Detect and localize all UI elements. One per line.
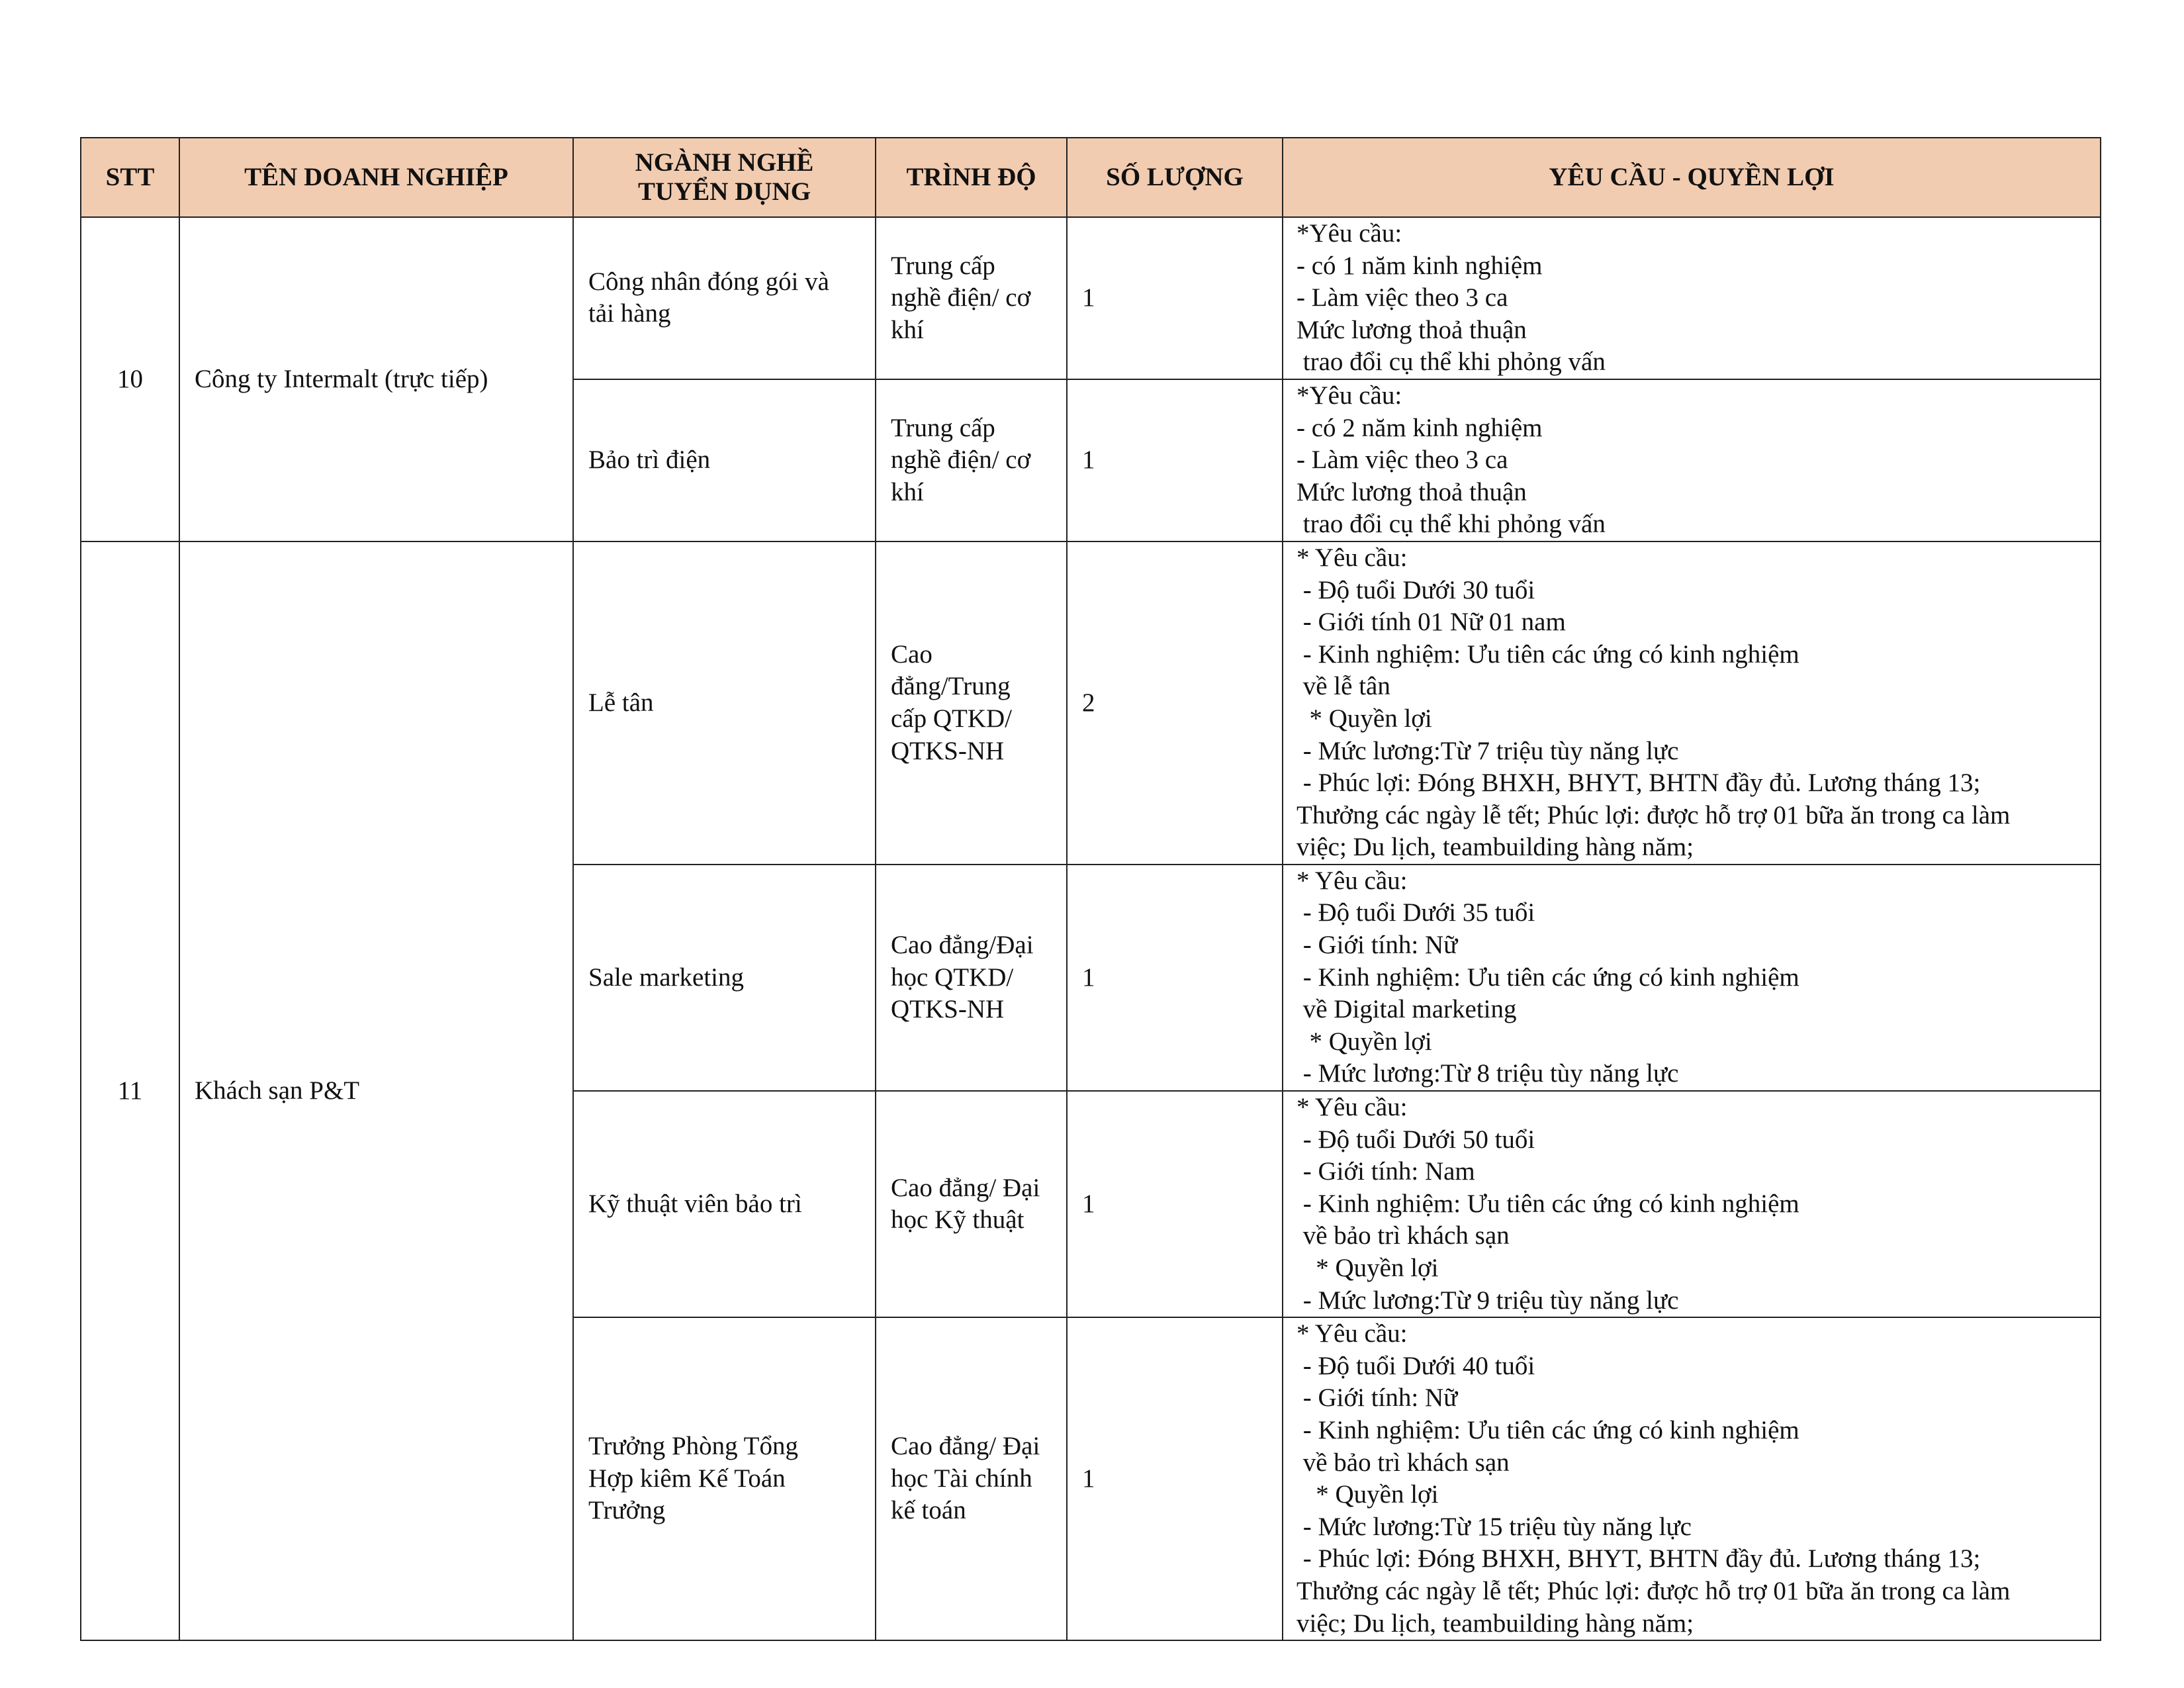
req-line: - Mức lương:Từ 15 triệu tùy năng lực <box>1297 1512 1692 1541</box>
job-cell: Sale marketing <box>573 865 876 1091</box>
req-line: * Quyền lợi <box>1297 704 1432 733</box>
req-line: - Làm việc theo 3 ca <box>1297 445 1508 475</box>
header-qty: SỐ LƯỢNG <box>1067 138 1283 217</box>
req-line: - có 2 năm kinh nghiệm <box>1297 413 1543 442</box>
req-line: * Quyền lợi <box>1297 1027 1432 1056</box>
qty-cell: 1 <box>1067 865 1283 1091</box>
req-line: - Phúc lợi: Đóng BHXH, BHYT, BHTN đầy đủ. Lương tháng 13; <box>1297 1544 1981 1573</box>
req-line: về Digital marketing <box>1297 995 1517 1024</box>
header-req: YÊU CẦU - QUYỀN LỢI <box>1283 138 2101 217</box>
req-line: - Giới tính 01 Nữ 01 nam <box>1297 608 1566 637</box>
req-line: * Quyền lợi <box>1297 1254 1439 1282</box>
header-stt: STT <box>81 138 179 217</box>
req-line: *Yêu cầu: <box>1297 219 1402 248</box>
document-page <box>80 137 2101 1641</box>
company-cell: Công ty Intermalt (trực tiếp) <box>179 217 573 541</box>
level-cell: Cao đẳng/Đại học QTKD/ QTKS-NH <box>876 865 1067 1091</box>
req-line: việc; Du lịch, teambuilding hàng năm; <box>1297 833 1694 862</box>
header-row <box>81 138 2101 217</box>
req-line: Mức lương thoả thuận <box>1297 315 1527 344</box>
req-line: - có 1 năm kinh nghiệm <box>1297 251 1543 280</box>
req-line: - Kinh nghiệm: Ưu tiên các ứng có kinh nghiệm <box>1297 639 1799 669</box>
req-line: - Làm việc theo 3 ca <box>1297 283 1508 312</box>
req-line: - Mức lương:Từ 8 triệu tùy năng lực <box>1297 1059 1679 1088</box>
req-line: - Độ tuổi Dưới 30 tuổi <box>1297 575 1535 604</box>
req-line: về lễ tân <box>1297 672 1390 701</box>
header-company: TÊN DOANH NGHIỆP <box>179 138 573 217</box>
job-cell: Kỹ thuật viên bảo trì <box>573 1091 876 1317</box>
req-line: - Độ tuổi Dưới 50 tuổi <box>1297 1125 1535 1154</box>
qty-cell: 1 <box>1067 379 1283 541</box>
level-cell: Trung cấp nghề điện/ cơ khí <box>876 217 1067 379</box>
req-line: - Kinh nghiệm: Ưu tiên các ứng có kinh nghiệm <box>1297 1189 1799 1218</box>
job-cell: Công nhân đóng gói và tải hàng <box>573 217 876 379</box>
req-line: - Giới tính: Nữ <box>1297 931 1458 960</box>
req-line: - Mức lương:Từ 7 triệu tùy năng lực <box>1297 736 1679 765</box>
stt-cell: 11 <box>81 541 179 1640</box>
req-line: - Giới tính: Nam <box>1297 1157 1475 1186</box>
req-line: trao đổi cụ thể khi phỏng vấn <box>1297 510 1606 539</box>
table-row <box>81 217 2101 379</box>
req-line: - Phúc lợi: Đóng BHXH, BHYT, BHTN đầy đủ. Lương tháng 13; <box>1297 769 1981 798</box>
requirements-cell <box>1283 1317 2101 1640</box>
qty-cell: 1 <box>1067 217 1283 379</box>
req-line: * Yêu cầu: <box>1297 1093 1408 1122</box>
requirements-cell <box>1283 865 2101 1091</box>
req-line: * Yêu cầu: <box>1297 866 1408 895</box>
req-line: về bảo trì khách sạn <box>1297 1448 1510 1477</box>
level-cell: Trung cấp nghề điện/ cơ khí <box>876 379 1067 541</box>
req-line: - Kinh nghiệm: Ưu tiên các ứng có kinh nghiệm <box>1297 962 1799 992</box>
table-row <box>81 541 2101 865</box>
requirements-cell <box>1283 217 2101 379</box>
qty-cell: 1 <box>1067 1317 1283 1640</box>
job-cell: Bảo trì điện <box>573 379 876 541</box>
requirements-cell <box>1283 541 2101 865</box>
requirements-cell <box>1283 379 2101 541</box>
req-line: trao đổi cụ thể khi phỏng vấn <box>1297 348 1606 377</box>
level-cell: Cao đẳng/ Đại học Tài chính kế toán <box>876 1317 1067 1640</box>
req-line: - Mức lương:Từ 9 triệu tùy năng lực <box>1297 1286 1679 1315</box>
requirements-cell <box>1283 1091 2101 1317</box>
req-line: * Yêu cầu: <box>1297 1319 1408 1348</box>
header-job: NGÀNH NGHỀ TUYỂN DỤNG <box>573 138 876 217</box>
qty-cell: 1 <box>1067 1091 1283 1317</box>
req-line: * Yêu cầu: <box>1297 543 1408 572</box>
company-cell: Khách sạn P&T <box>179 541 573 1640</box>
stt-cell: 10 <box>81 217 179 541</box>
level-cell: Cao đẳng/ Đại học Kỹ thuật <box>876 1091 1067 1317</box>
req-line: - Độ tuổi Dưới 35 tuổi <box>1297 898 1535 927</box>
header-level: TRÌNH ĐỘ <box>876 138 1067 217</box>
req-line: Thưởng các ngày lễ tết; Phúc lợi: được hỗ trợ 01 bữa ăn trong ca làm <box>1297 800 2011 829</box>
req-line: * Quyền lợi <box>1297 1480 1439 1509</box>
req-line: *Yêu cầu: <box>1297 381 1402 410</box>
req-line: Thưởng các ngày lễ tết; Phúc lợi: được hỗ trợ 01 bữa ăn trong ca làm <box>1297 1576 2011 1605</box>
job-cell: Lễ tân <box>573 541 876 865</box>
qty-cell: 2 <box>1067 541 1283 865</box>
req-line: - Kinh nghiệm: Ưu tiên các ứng có kinh nghiệm <box>1297 1415 1799 1444</box>
req-line: về bảo trì khách sạn <box>1297 1221 1510 1250</box>
req-line: - Độ tuổi Dưới 40 tuổi <box>1297 1351 1535 1380</box>
req-line: - Giới tính: Nữ <box>1297 1383 1458 1413</box>
req-line: việc; Du lịch, teambuilding hàng năm; <box>1297 1609 1694 1638</box>
job-cell: Trưởng Phòng Tổng Hợp kiêm Kế Toán Trưởng <box>573 1317 876 1640</box>
recruitment-table <box>80 137 2101 1641</box>
level-cell: Cao đẳng/Trung cấp QTKD/ QTKS-NH <box>876 541 1067 865</box>
req-line: Mức lương thoả thuận <box>1297 477 1527 506</box>
